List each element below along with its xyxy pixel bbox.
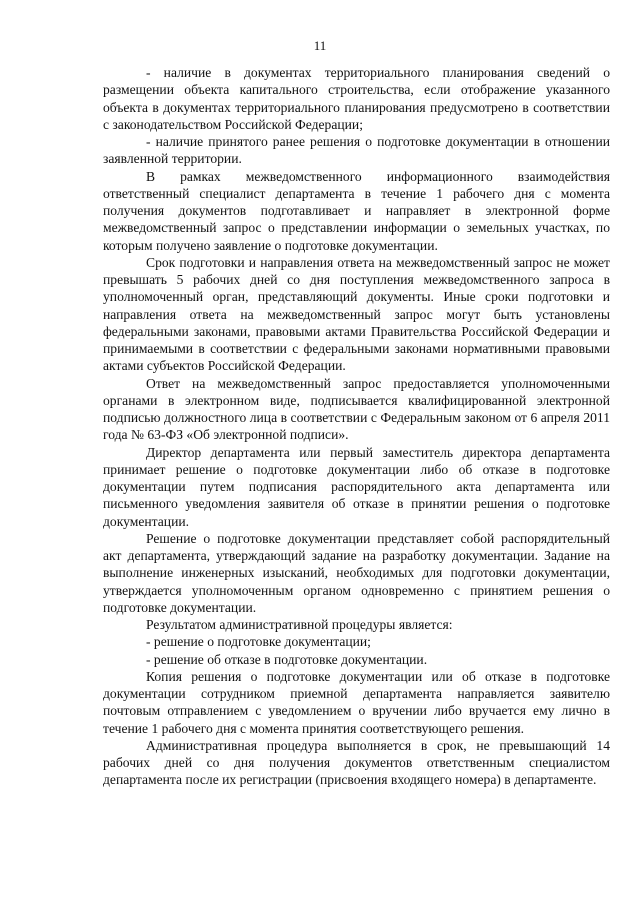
paragraph: Административная процедура выполняется в срок, не превышающий 14 рабочих дней со дня получения документов ответственным специалистом департамента после их регистрации (присвоения входящего номера) в департаменте. bbox=[103, 737, 610, 788]
page-number: 11 bbox=[313, 38, 327, 53]
paragraph: - решение об отказе в подготовке документации. bbox=[146, 651, 428, 667]
paragraph: Ответ на межведомственный запрос предоставляется уполномоченными органами в электронном виде, подписывается квалифицированной электронной подписью должностного лица в соответствии с Федеральным законом от 6 апреля 2011 года № 63-ФЗ «Об электронной подписи». bbox=[103, 375, 610, 443]
paragraph: - решение о подготовке документации; bbox=[146, 634, 371, 650]
paragraph: Директор департамента или первый заместитель директора департамента принимает решение о подготовке документации либо об отказе в подготовке документации путем подписания распорядительного акта департамента или письменного уведомления заявителя об отказе в принятии решения о подготовке документации. bbox=[103, 444, 610, 529]
paragraph: - наличие в документах территориального планирования сведений о размещении объекта капитального строительства, если отображение указанного объекта в документах территориального планирования предусмотрено в соответствии с законодательством Российской Федерации; bbox=[103, 65, 610, 132]
paragraph: В рамках межведомственного информационного взаимодействия ответственный специалист департамента в течение 1 рабочего дня с момента получения документов подготавливает и направляет в электронной форме межведомственный запрос о представлении информации о земельных участках, по которым получено заявление о подготовке документации. bbox=[103, 168, 610, 253]
paragraph: Результатом административной процедуры является: bbox=[146, 617, 453, 632]
body-text bbox=[103, 64, 610, 789]
paragraph: Копия решения о подготовке документации или об отказе в подготовке документации сотрудником приемной департамента направляется заявителю почтовым отправлением с уведомлением о вручении либо вручается ему лично в течение 1 рабочего дня с момента принятия соответствующего решения. bbox=[103, 668, 610, 736]
paragraph: - наличие принятого ранее решения о подготовке документации в отношении заявленной территории. bbox=[103, 134, 610, 167]
paragraph: Решение о подготовке документации представляет собой распорядительный акт департамента, утверждающий задание на разработку документации. Задание на выполнение инженерных изысканий, необходимых для подготовки документации, утверждается уполномоченным органом одновременно с принятием решения о подготовке документации. bbox=[103, 530, 610, 615]
paragraph: Срок подготовки и направления ответа на межведомственный запрос не может превышать 5 рабочих дней со дня поступления межведомственного запроса в уполномоченный орган, представляющий документы. Иные сроки подготовки и направления ответа на межведомственный запрос могут быть установлены федеральными законами, правовыми актами Правительства Российской Федерации и принимаемыми в соответствии с федеральными законами нормативными правовыми актами субъектов Российской Федерации. bbox=[103, 254, 610, 374]
